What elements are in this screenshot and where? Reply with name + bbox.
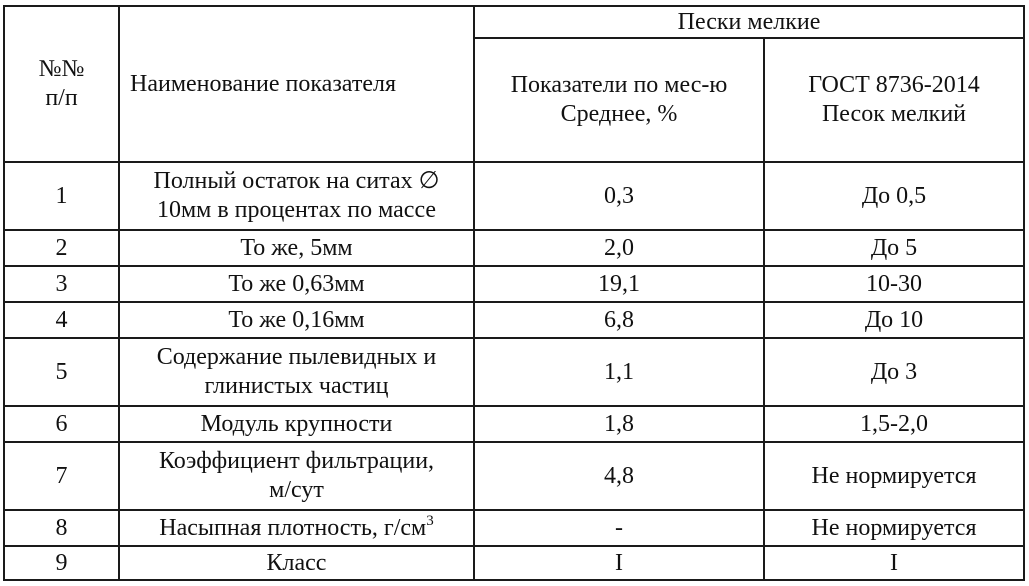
sand-group-header: Пески мелкие [474, 6, 1024, 38]
measured-value: 0,3 [474, 162, 764, 230]
row-number: 4 [4, 302, 119, 338]
gost-norm: До 0,5 [764, 162, 1024, 230]
num-header: №№ п/п [4, 6, 119, 162]
measured-header: Показатели по мес-ю Среднее, % [474, 38, 764, 162]
indicator-name: Коэффициент фильтрации, м/сут [119, 442, 474, 510]
measured-value: 4,8 [474, 442, 764, 510]
row-number: 7 [4, 442, 119, 510]
measured-value: I [474, 546, 764, 580]
indicator-name [119, 510, 474, 546]
gost-norm: I [764, 546, 1024, 580]
table-row [4, 510, 1024, 546]
gost-norm: 10-30 [764, 266, 1024, 302]
gost-norm: Не нормируется [764, 510, 1024, 546]
gost-norm: До 3 [764, 338, 1024, 406]
measured-value: 6,8 [474, 302, 764, 338]
row-number: 3 [4, 266, 119, 302]
table-row [4, 406, 1024, 442]
unit-exponent: 3 [426, 512, 434, 529]
row-number: 6 [4, 406, 119, 442]
measured-value: 19,1 [474, 266, 764, 302]
gost-norm: Не нормируется [764, 442, 1024, 510]
indicator-name-header: Наименование показателя [119, 6, 474, 162]
measured-value: - [474, 510, 764, 546]
gost-norm: До 5 [764, 230, 1024, 266]
gost-header: ГОСТ 8736-2014 Песок мелкий [764, 38, 1024, 162]
indicator-name: Класс [119, 546, 474, 580]
gost-norm: 1,5-2,0 [764, 406, 1024, 442]
measured-value: 2,0 [474, 230, 764, 266]
table-row [4, 230, 1024, 266]
indicator-name: Полный остаток на ситах ∅ 10мм в процентах по массе [119, 162, 474, 230]
row-number: 2 [4, 230, 119, 266]
indicator-name: То же 0,16мм [119, 302, 474, 338]
indicator-name: То же, 5мм [119, 230, 474, 266]
row-number: 5 [4, 338, 119, 406]
table-row [4, 546, 1024, 580]
measured-value: 1,8 [474, 406, 764, 442]
header-row-top [4, 6, 1024, 38]
table-row [4, 442, 1024, 510]
indicators-table [3, 5, 1025, 581]
indicator-name: Модуль крупности [119, 406, 474, 442]
measured-value: 1,1 [474, 338, 764, 406]
table-row [4, 266, 1024, 302]
gost-norm: До 10 [764, 302, 1024, 338]
table-row [4, 162, 1024, 230]
row-number: 1 [4, 162, 119, 230]
table-row [4, 338, 1024, 406]
indicator-name: Содержание пылевидных и глинистых частиц [119, 338, 474, 406]
table-row [4, 302, 1024, 338]
indicator-name-text: Насыпная плотность, г/см [159, 514, 427, 541]
indicator-name: То же 0,63мм [119, 266, 474, 302]
row-number: 9 [4, 546, 119, 580]
row-number: 8 [4, 510, 119, 546]
